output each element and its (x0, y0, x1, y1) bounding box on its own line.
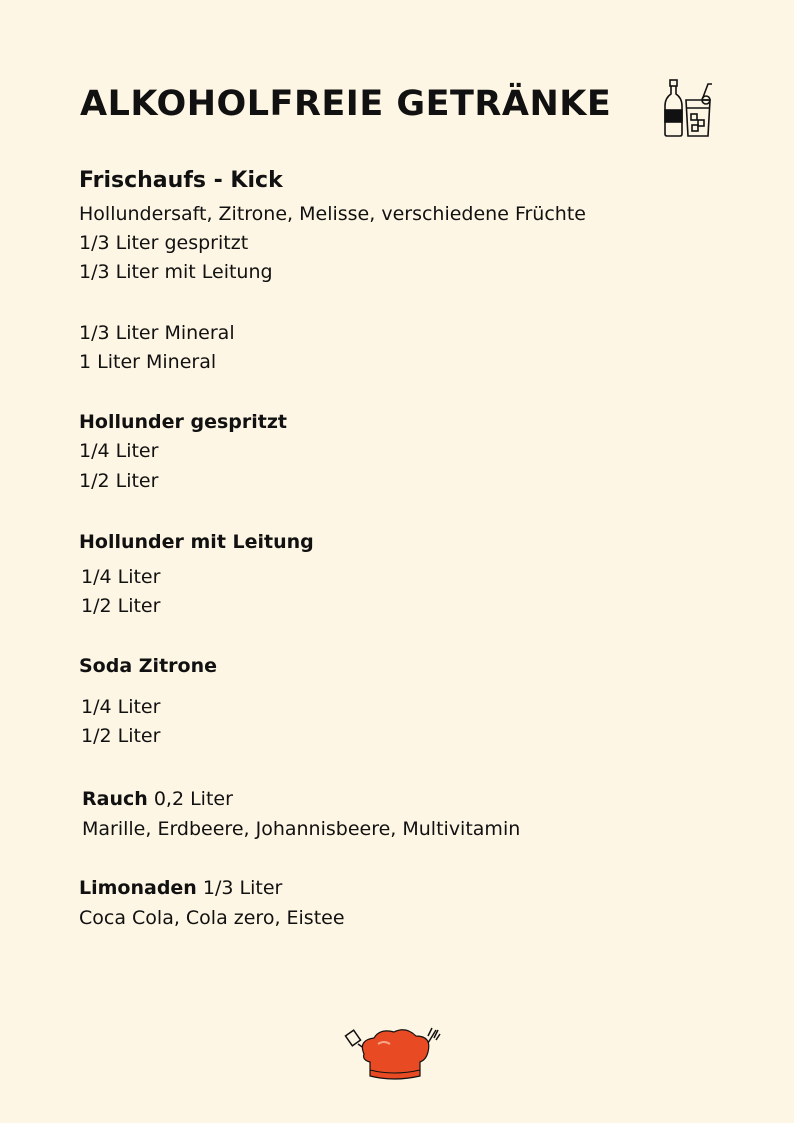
item-size-rauch: 0,2 Liter (153, 788, 233, 810)
item-rauch (82, 787, 233, 811)
item-size: 1/2 Liter (79, 470, 159, 492)
item-size: 1/4 Liter (81, 566, 161, 588)
item-flavors-limonaden: Coca Cola, Cola zero, Eistee (79, 907, 345, 929)
page-title: ALKOHOLFREIE GETRÄNKE (80, 84, 612, 124)
item-size: 1/3 Liter mit Leitung (79, 261, 273, 283)
item-size: 1/2 Liter (81, 595, 161, 617)
item-name-soda-zitrone: Soda Zitrone (79, 655, 217, 677)
chef-hat-icon (344, 1026, 444, 1084)
item-size-limonaden: 1/3 Liter (202, 877, 283, 899)
item-size: 1/4 Liter (81, 696, 161, 718)
item-limonaden (79, 876, 282, 900)
item-flavors-rauch: Marille, Erdbeere, Johannisbeere, Multivitamin (82, 818, 521, 840)
item-size: 1/2 Liter (81, 725, 161, 747)
item-name-hollunder-leitung: Hollunder mit Leitung (79, 531, 314, 553)
item-description-frischaufs: Hollundersaft, Zitrone, Melisse, verschiedene Früchte (79, 203, 586, 225)
item-name-frischaufs: Frischaufs - Kick (79, 168, 283, 193)
item-size-mineral: 1/3 Liter Mineral (79, 322, 235, 344)
item-size: 1/4 Liter (79, 440, 159, 462)
item-size: 1/3 Liter gespritzt (79, 232, 249, 254)
item-name-hollunder-gespritzt: Hollunder gespritzt (79, 411, 288, 433)
item-name-limonaden: Limonaden (79, 877, 197, 899)
item-size-mineral: 1 Liter Mineral (79, 351, 217, 373)
drinks-icon (662, 78, 718, 140)
item-name-rauch: Rauch (82, 788, 148, 810)
